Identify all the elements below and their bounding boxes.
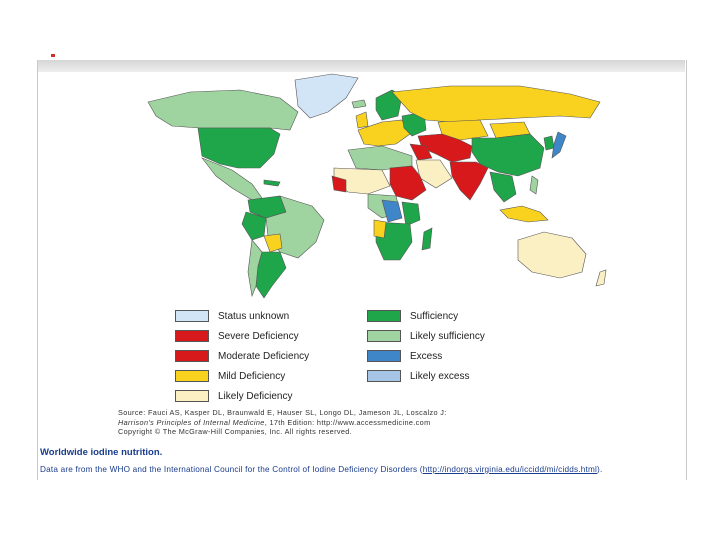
region-russia [392,86,600,122]
region-iceland [352,100,366,108]
legend-item-severe-deficiency [175,329,299,343]
region-japan [552,132,566,158]
legend-label: Sufficiency [410,310,459,322]
legend [175,309,535,404]
legend-label: Likely sufficiency [410,330,485,342]
legend-label: Status unknown [218,310,290,322]
region-greenland [295,74,358,118]
region-east-africa [402,202,420,226]
legend-label: Excess [410,350,443,362]
legend-swatch [175,330,209,342]
legend-item-likely-deficiency [175,389,292,403]
legend-label: Severe Deficiency [218,330,299,342]
legend-item-likely-excess [367,369,469,383]
legend-item-sufficiency [367,309,458,323]
legend-swatch [175,390,209,402]
region-philippines [530,176,538,194]
legend-label: Likely excess [410,370,470,382]
source-line-2-rest: , 17th Edition: http://www.accessmedicine.com [264,417,431,427]
source-citation [118,408,578,437]
region-australia [518,232,586,278]
region-caribbean [264,180,280,186]
region-uk [356,112,368,128]
legend-item-mild-deficiency [175,369,285,383]
world-map [120,72,615,304]
source-line-2 [118,418,578,428]
figure-caption-title: Worldwide iodine nutrition. [40,447,163,458]
legend-swatch [367,310,401,322]
caption-text-before: Data are from the WHO and the International Council for the Control of Iodine Deficiency Disorders ( [40,465,423,474]
region-korea [544,136,554,150]
legend-swatch [367,330,401,342]
source-line-1: Source: Fauci AS, Kasper DL, Braunwald E, Hauser SL, Longo DL, Jameson JL, Loscalzo J: [118,408,447,417]
caption-link[interactable]: http://indorgs.virginia.edu/iccidd/mi/cidds.html [422,465,598,474]
region-north-africa [348,146,412,170]
legend-label: Likely Deficiency [218,390,293,402]
copyright-line: Copyright © The McGraw-Hill Companies, Inc. All rights reserved. [118,427,353,437]
legend-swatch [367,370,401,382]
legend-swatch [175,310,209,322]
region-congo [382,200,402,222]
region-southeast-asia [490,172,516,202]
legend-swatch [175,370,209,382]
legend-item-excess [367,349,442,363]
region-canada [148,90,298,130]
region-angola [374,220,386,238]
legend-swatch [367,350,401,362]
legend-swatch [175,350,209,362]
book-title: Harrison's Principles of Internal Medicine [118,417,265,427]
legend-item-moderate-deficiency [175,349,309,363]
legend-item-status-unknown [175,309,289,323]
legend-label: Moderate Deficiency [218,350,310,362]
figure-caption-text [40,465,602,474]
caption-text-after: ). [597,465,603,474]
region-india [450,162,488,200]
legend-label: Mild Deficiency [218,370,286,382]
region-argentina [256,252,286,298]
region-new-zealand [596,270,606,286]
top-red-mark [51,54,55,57]
region-indonesia [500,206,548,222]
region-madagascar [422,228,432,250]
legend-item-likely-sufficiency [367,329,485,343]
